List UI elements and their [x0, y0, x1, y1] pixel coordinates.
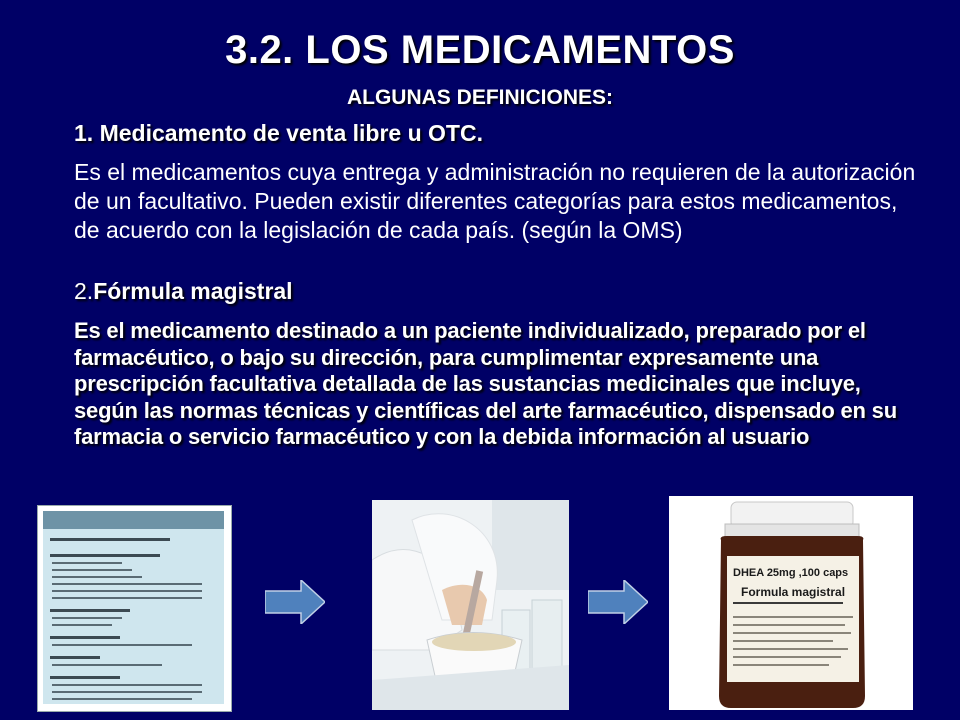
prescription-label-image: [37, 505, 232, 712]
definition-2-heading: [74, 278, 914, 305]
bottle-brand-label: DHEA 25mg ,100 caps: [733, 567, 849, 579]
right-arrow-icon: [588, 580, 648, 624]
definition-1-heading: 1. Medicamento de venta libre u OTC.: [74, 120, 483, 146]
right-arrow-icon: [265, 580, 325, 624]
medicine-bottle-image: [669, 496, 913, 710]
slide-subtitle: ALGUNAS DEFINICIONES:: [346, 86, 613, 109]
definition-1-body: Es el medicamentos cuya entrega y administración no requieren de la autorización de un facultativo. Pueden existir diferentes categorías para estos medicamentos, de acuerdo con la legislación de cada país. (según la OMS): [74, 159, 916, 243]
definition-2-title: Fórmula magistral: [93, 278, 293, 304]
definition-2-body: Es el medicamento destinado a un paciente individualizado, preparado por el farmacéutico, o bajo su dirección, para cumplimentar expresamente una prescripción facultativa detallada de las sustancias medicinales que incluye, según las normas técnicas y científicas del arte farmacéutico, dispensado en su farmacia o servicio farmacéutico y con la debida información al usuario: [74, 318, 897, 449]
slide-title: 3.2. LOS MEDICAMENTOS: [225, 28, 735, 72]
bottle-title-label: Formula magistral: [741, 585, 846, 599]
pharmacist-preparation-photo: [372, 500, 569, 710]
definition-2-number: 2.: [74, 278, 94, 304]
